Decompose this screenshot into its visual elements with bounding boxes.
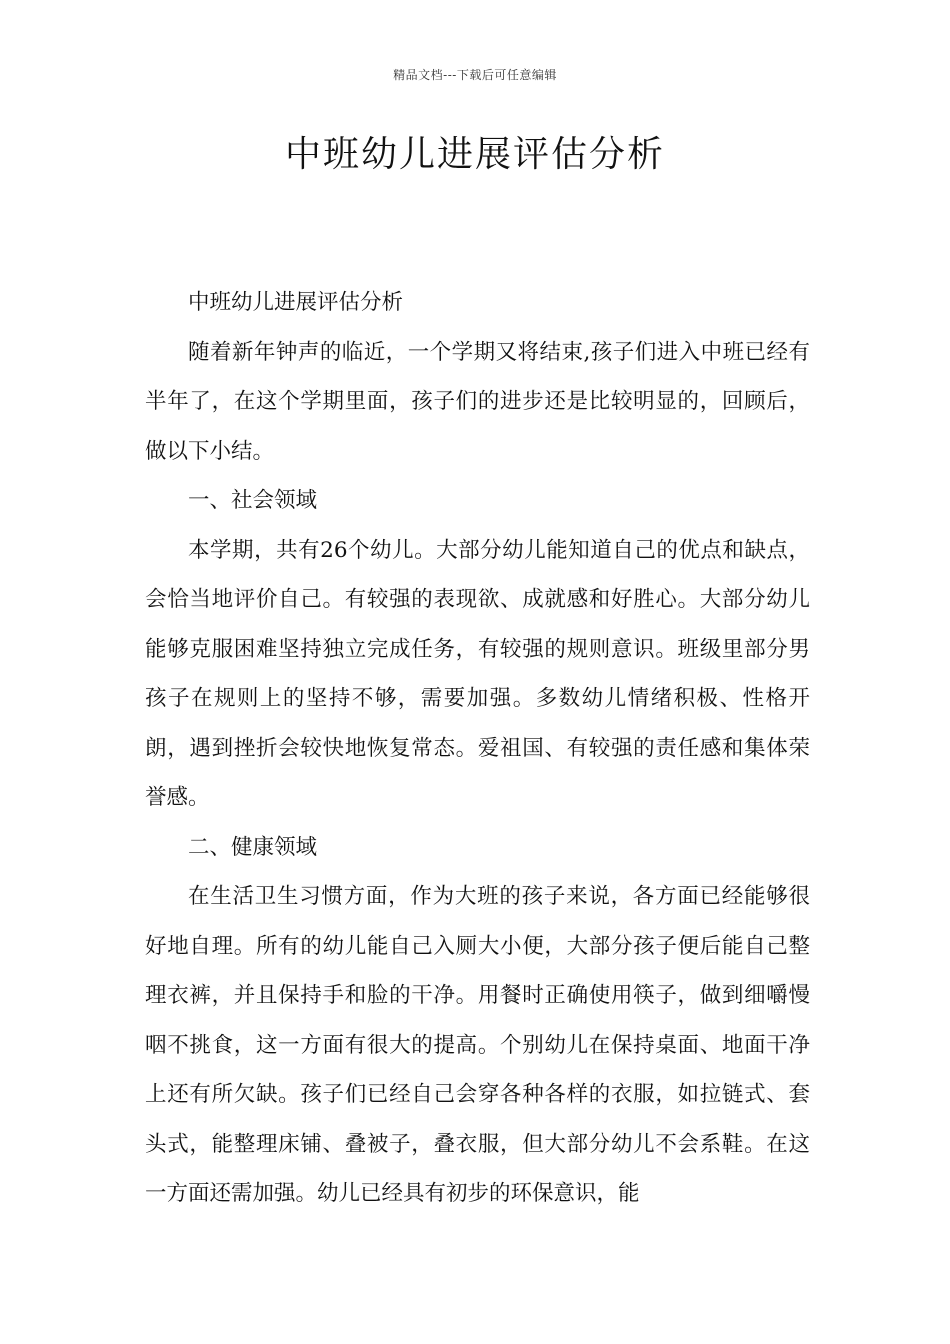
document-body xyxy=(145,278,810,1219)
paragraph-social: 本学期，共有26个幼儿。大部分幼儿能知道自己的优点和缺点，会恰当地评价自己。有较强的表现欲、成就感和好胜心。大部分幼儿能够克服困难坚持独立完成任务，有较强的规则意识。班级里部分男孩子在规则上的坚持不够，需要加强。多数幼儿情绪积极、性格开朗，遇到挫折会较快地恢复常态。爱祖国、有较强的责任感和集体荣誉感。 xyxy=(145,537,810,810)
paragraph-intro: 随着新年钟声的临近，一个学期又将结束,孩子们进入中班已经有半年了，在这个学期里面，孩子们的进步还是比较明显的，回顾后，做以下小结。 xyxy=(145,339,810,464)
paragraph-subtitle: 中班幼儿进展评估分析 xyxy=(188,290,404,315)
page-header: 精品文档---下载后可任意编辑 xyxy=(393,68,557,82)
paragraph-health: 在生活卫生习惯方面，作为大班的孩子来说，各方面已经能够很好地自理。所有的幼儿能自己入厕大小便，大部分孩子便后能自己整理衣裤，并且保持手和脸的干净。用餐时正确使用筷子，做到细嚼慢咽不挑食，这一方面有很大的提高。个别幼儿在保持桌面、地面干净上还有所欠缺。孩子们已经自己会穿各种各样的衣服，如拉链式、套头式，能整理床铺、叠被子，叠衣服，但大部分幼儿不会系鞋。在这一方面还需加强。幼儿已经具有初步的环保意识，能 xyxy=(145,884,810,1206)
section-heading-health: 二、健康领域 xyxy=(188,834,318,860)
section-heading-social: 一、社会领域 xyxy=(188,488,318,513)
document-title: 中班幼儿进展评估分析 xyxy=(284,134,665,175)
